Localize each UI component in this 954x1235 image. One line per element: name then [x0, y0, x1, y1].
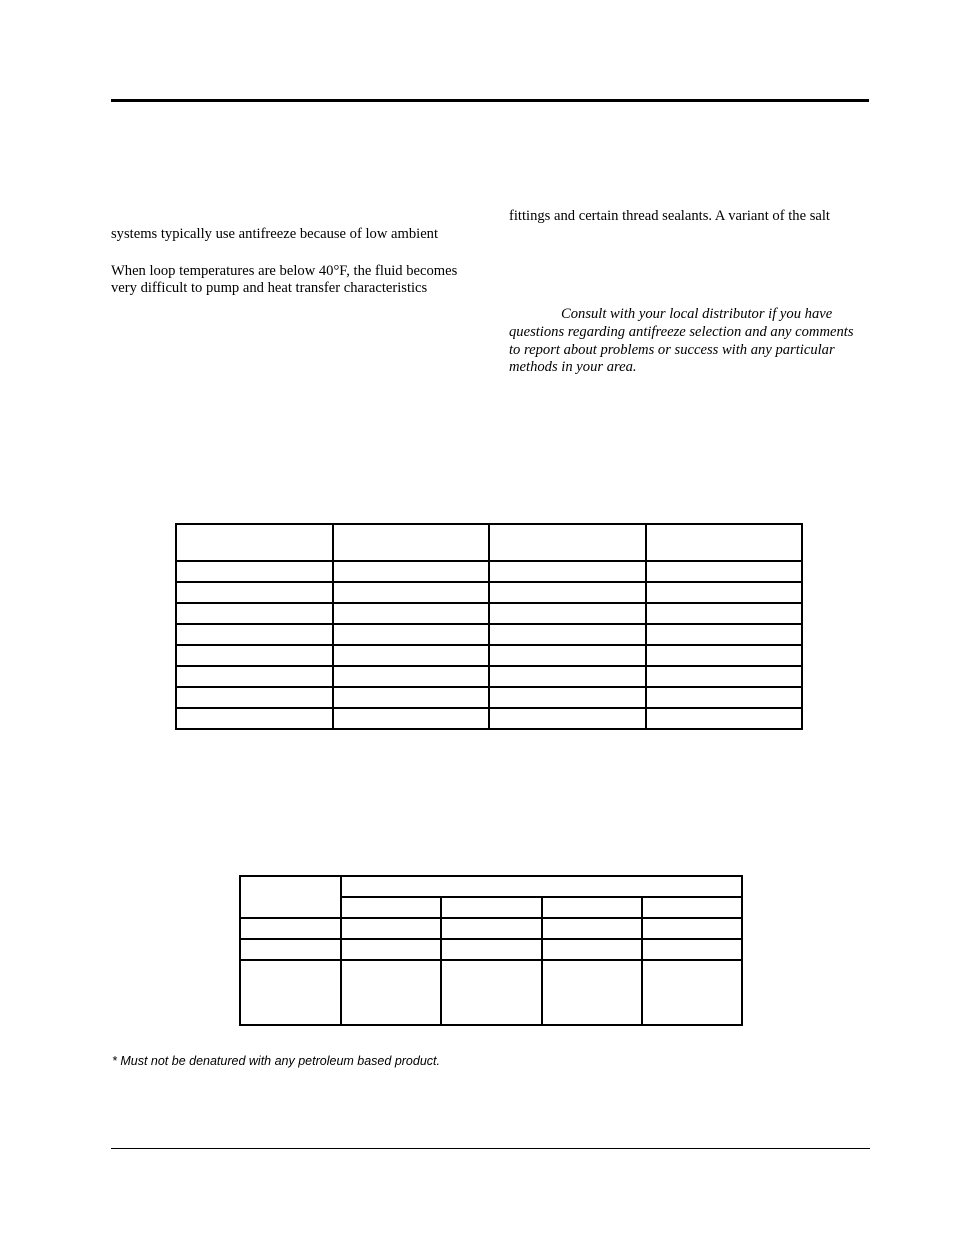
table-cell [489, 708, 646, 729]
table-cell [176, 603, 333, 624]
table-cell [489, 582, 646, 603]
note-line-1: Consult with your local distributor if you have [561, 306, 833, 322]
table-cell [333, 624, 490, 645]
table-cell [333, 524, 490, 561]
table-cell [646, 708, 803, 729]
table-cell [176, 624, 333, 645]
table-cell [333, 645, 490, 666]
table-cell [646, 624, 803, 645]
footnote: * Must not be denatured with any petroleum based product. [112, 1053, 440, 1068]
table-cell [646, 561, 803, 582]
table-header-row [176, 524, 802, 561]
table-header-row [240, 876, 742, 897]
table-cell [441, 939, 541, 960]
table-cell [176, 666, 333, 687]
table-row [240, 960, 742, 1025]
table-cell [646, 687, 803, 708]
table-cell [489, 524, 646, 561]
table-group-header-cell [341, 876, 742, 897]
table-cell [176, 645, 333, 666]
table-cell [441, 918, 541, 939]
table-cell [646, 666, 803, 687]
table-row [176, 582, 802, 603]
table-cell [240, 939, 341, 960]
table-cell [646, 582, 803, 603]
table-cell [341, 939, 441, 960]
table-cell [240, 918, 341, 939]
table-cell [646, 645, 803, 666]
table-row [176, 666, 802, 687]
table-cell [176, 708, 333, 729]
antifreeze-table-1 [175, 523, 803, 730]
table-row [240, 918, 742, 939]
table-cell [646, 524, 803, 561]
table-row [176, 561, 802, 582]
table-cell [489, 603, 646, 624]
table-row [176, 603, 802, 624]
antifreeze-table-2 [239, 875, 743, 1026]
note-line-3: to report about problems or success with any particular [509, 342, 835, 358]
table-cell [240, 960, 341, 1025]
table-cell [333, 561, 490, 582]
table-cell [176, 687, 333, 708]
table-cell [176, 524, 333, 561]
table-cell [489, 645, 646, 666]
table-cell [542, 918, 642, 939]
table-cell [642, 918, 742, 939]
header-rule [111, 99, 869, 102]
left-text-line-3: very difficult to pump and heat transfer characteristics [111, 280, 428, 296]
note-line-2: questions regarding antifreeze selection and any comments [509, 324, 854, 340]
table-cell [333, 666, 490, 687]
table-cell [642, 960, 742, 1025]
right-text-line-1: fittings and certain thread sealants. A variant of the salt [509, 208, 830, 224]
table-cell [489, 687, 646, 708]
table-row [176, 624, 802, 645]
table-cell [642, 939, 742, 960]
table-cell [341, 897, 441, 918]
table-corner-cell [240, 876, 341, 918]
table-cell [341, 960, 441, 1025]
table-row [176, 708, 802, 729]
table-cell [646, 603, 803, 624]
table-cell [542, 960, 642, 1025]
table-cell [489, 561, 646, 582]
table-cell [333, 603, 490, 624]
note-line-4: methods in your area. [509, 359, 637, 375]
table-cell [542, 939, 642, 960]
table-cell [176, 561, 333, 582]
left-text-line-1: systems typically use antifreeze because of low ambient [111, 226, 439, 242]
table-row [176, 645, 802, 666]
footer-rule [111, 1148, 870, 1149]
table-cell [441, 897, 541, 918]
table-cell [542, 897, 642, 918]
table-cell [176, 582, 333, 603]
table-cell [333, 708, 490, 729]
table-cell [642, 897, 742, 918]
table-cell [489, 666, 646, 687]
table-cell [333, 687, 490, 708]
table-cell [333, 582, 490, 603]
table-row [240, 939, 742, 960]
left-text-line-2: When loop temperatures are below 40°F, the fluid becomes [111, 263, 458, 279]
table-row [176, 687, 802, 708]
table-cell [489, 624, 646, 645]
table-cell [341, 918, 441, 939]
table-cell [441, 960, 541, 1025]
